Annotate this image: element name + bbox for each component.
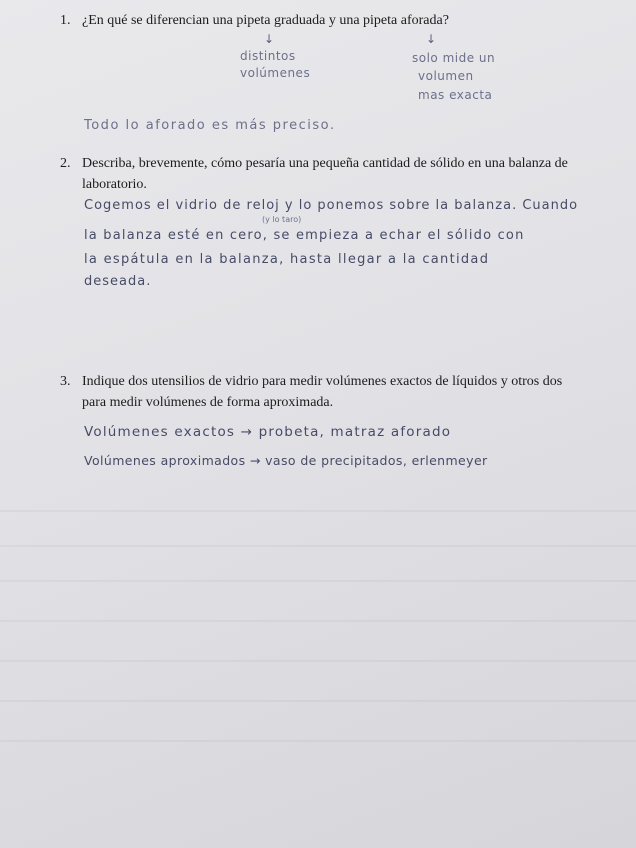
question-text-line-1: Indique dos utensilios de vidrio para medir volúmenes exactos de líquidos y otros dos xyxy=(82,374,563,389)
show-through-line xyxy=(0,545,636,547)
answer-line-3: la espátula en la balanza, hasta llegar a la cantidad xyxy=(84,252,490,267)
bleed-through-text xyxy=(70,290,73,302)
show-through-line xyxy=(0,580,636,582)
answer-left-line-2: volúmenes xyxy=(240,66,311,80)
question-text-line-2: laboratorio. xyxy=(82,177,147,192)
show-through-line xyxy=(0,620,636,622)
question-1 xyxy=(60,10,620,32)
question-number: 1. xyxy=(60,13,71,28)
answer-right-line-3: mas exacta xyxy=(418,88,493,102)
answer-right-line-2: volumen xyxy=(418,69,474,83)
question-text-line-1: Describa, brevemente, cómo pesaría una pequeña cantidad de sólido en una balanza de xyxy=(82,156,568,171)
question-number: 3. xyxy=(60,374,71,389)
question-text-line-2: para medir volúmenes de forma aproximada. xyxy=(82,395,334,410)
answer-insert: (y lo taro) xyxy=(262,215,302,224)
show-through-line xyxy=(0,740,636,742)
answer-line-1: Cogemos el vidrio de reloj y lo ponemos sobre la balanza. Cuando xyxy=(84,198,579,213)
answer-left-line-1: distintos xyxy=(240,49,296,63)
answer-line-4: deseada. xyxy=(84,274,152,289)
answer-right-line-1: solo mide un xyxy=(412,51,496,65)
answer-line-1: Volúmenes exactos → probeta, matraz aforado xyxy=(84,424,452,440)
question-2 xyxy=(60,153,620,197)
answer-arrow-left: ↓ xyxy=(264,32,275,46)
answer-line-2: la balanza esté en cero, se empieza a echar el sólido con xyxy=(84,228,525,243)
show-through-line xyxy=(0,700,636,702)
answer-line-2: Volúmenes aproximados → vaso de precipitados, erlenmeyer xyxy=(84,453,488,468)
question-3 xyxy=(60,371,620,415)
show-through-line xyxy=(0,660,636,662)
answer-arrow-right: ↓ xyxy=(426,32,437,46)
answer-summary: Todo lo aforado es más preciso. xyxy=(84,118,336,133)
question-text: ¿En qué se diferencian una pipeta graduada y una pipeta aforada? xyxy=(82,13,449,28)
question-number: 2. xyxy=(60,156,71,171)
show-through-line xyxy=(0,510,636,512)
